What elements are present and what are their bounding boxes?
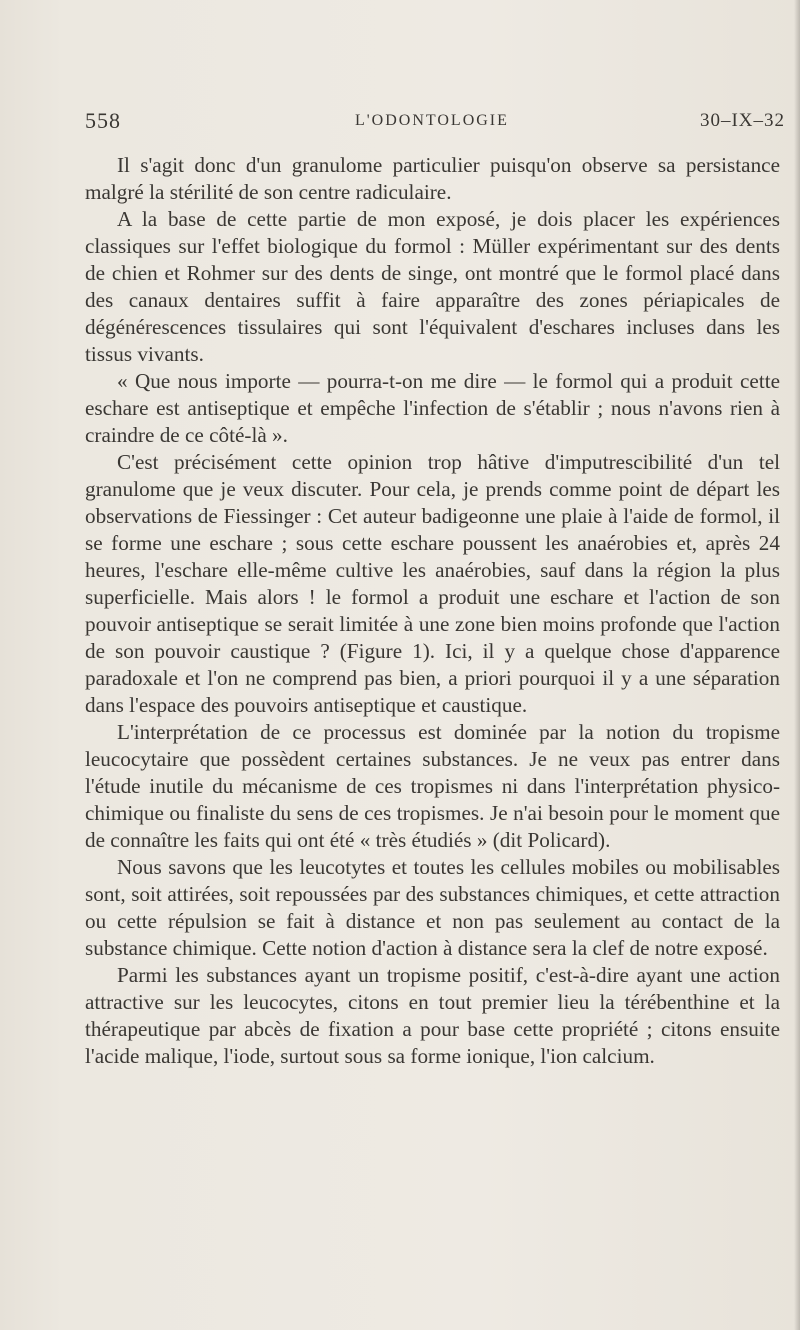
body-text bbox=[85, 152, 780, 1070]
paragraph: C'est précisément cette opinion trop hâtive d'imputrescibilité d'un tel granulome que je veux discuter. Pour cela, je prends comme point de départ les observations de Fiessinger : Cet auteur badigeonne une plaie à l'aide de formol, il se forme une eschare ; sous cette eschare poussent les anaérobies et, après 24 heures, l'eschare elle-même cultive les anaérobies, sauf dans la région la plus superficielle. Mais alors ! le formol a produit une eschare et l'action de son pouvoir antiseptique se serait limitée à une zone bien moins profonde que l'action de son pouvoir caustique ? (Figure 1). Ici, il y a quelque chose d'apparence paradoxale et l'on ne comprend pas bien, a priori pourquoi il y a une séparation dans l'espace des pouvoirs antiseptique et caustique. bbox=[85, 450, 780, 717]
page-number: 558 bbox=[85, 108, 121, 133]
page-edge-shadow bbox=[794, 0, 800, 1330]
paragraph: L'interprétation de ce processus est dominée par la notion du tropisme leucocytaire que possèdent certaines substances. Je ne veux pas entrer dans l'étude inutile du mécanisme de ces tropismes ni dans l'interprétation physico-chimique ou finaliste du sens de ces tropismes. Je n'ai besoin pour le moment que de connaître les faits qui ont été « très étudiés » (dit Policard). bbox=[85, 720, 780, 852]
page-header bbox=[85, 108, 785, 138]
paragraph: Il s'agit donc d'un granulome particulier puisqu'on observe sa persistance malgré la stérilité de son centre radiculaire. bbox=[85, 153, 780, 204]
issue-date: 30–IX–32 bbox=[699, 110, 785, 131]
paragraph: « Que nous importe — pourra-t-on me dire — le formol qui a produit cette eschare est antiseptique et empêche l'infection de s'établir ; nous n'avons rien à craindre de ce côté-là ». bbox=[85, 369, 780, 447]
paragraph: Nous savons que les leucotytes et toutes les cellules mobiles ou mobilisables sont, soit attirées, soit repoussées par des substances chimiques, et cette attraction ou cette répulsion se fait à distance et non pas seulement au contact de la substance chimique. Cette notion d'action à distance sera la clef de notre exposé. bbox=[85, 855, 780, 960]
running-head: L'ODONTOLOGIE bbox=[355, 112, 509, 129]
paragraph: A la base de cette partie de mon exposé, je dois placer les expériences classiques sur l'effet biologique du formol : Müller expérimentant sur des dents de chien et Rohmer sur des dents de singe, ont montré que le formol placé dans des canaux dentaires suffit à faire apparaître des zones périapicales de dégénérescences tissulaires qui sont l'équivalent d'eschares incluses dans les tissus vivants. bbox=[85, 207, 780, 366]
paragraph: Parmi les substances ayant un tropisme positif, c'est-à-dire ayant une action attractive sur les leucocytes, citons en tout premier lieu la térébenthine et la thérapeutique par abcès de fixation a pour base cette propriété ; citons ensuite l'acide malique, l'iode, surtout sous sa forme ionique, l'ion calcium. bbox=[85, 963, 780, 1068]
